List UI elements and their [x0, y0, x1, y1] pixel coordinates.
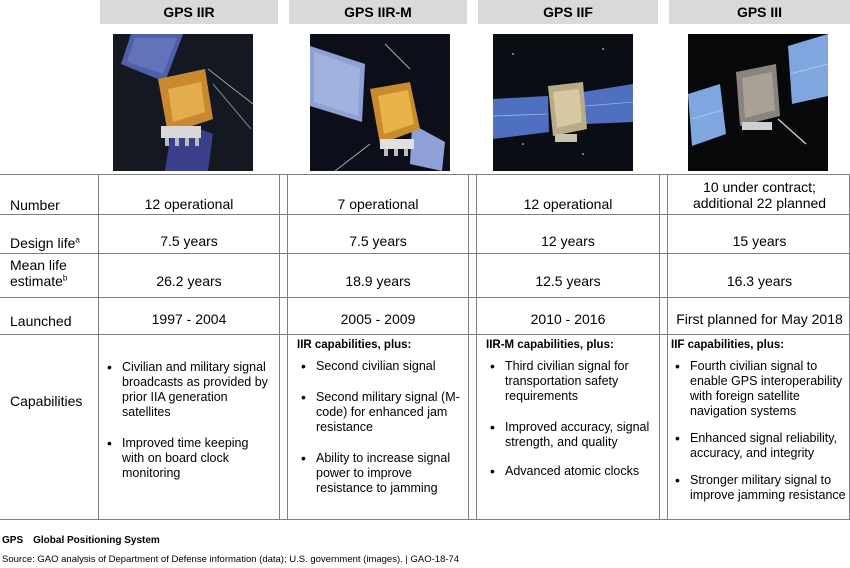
- capability-item: • Ability to increase signal power to improve resistance to jamming: [297, 451, 463, 496]
- column-divider: [279, 174, 280, 519]
- column-divider: [667, 174, 668, 519]
- abbreviation: GPS: [2, 535, 24, 546]
- number-gps-iii-line1: 10 under contract;: [703, 179, 816, 195]
- capability-item: • Civilian and military signal broadcasts as provided by prior IIA generation satellites: [103, 360, 271, 420]
- design-life-label-text: Design life: [10, 235, 76, 251]
- row-label-number: Number: [10, 197, 60, 213]
- column-divider: [476, 174, 477, 519]
- column-divider: [287, 174, 288, 519]
- capabilities-gps-iii: [671, 338, 846, 515]
- number-gps-iif: 12 operational: [523, 196, 613, 212]
- table-bottom-border: [0, 519, 850, 520]
- number-gps-iii-line2: additional 22 planned: [692, 195, 827, 211]
- row-divider: [0, 297, 850, 298]
- row-label-capabilities: Capabilities: [10, 393, 83, 409]
- row-divider: [0, 214, 850, 215]
- mean-life-gps-iii: 16.3 years: [726, 273, 793, 289]
- capabilities-heading: IIF capabilities, plus:: [671, 339, 785, 351]
- capability-item: • Second military signal (M-code) for enhanced jam resistance: [297, 390, 463, 435]
- capabilities-gps-iif: [486, 338, 650, 495]
- capabilities-gps-iir: [103, 360, 271, 497]
- launched-gps-iir: 1997 - 2004: [151, 311, 227, 327]
- capability-item: • Third civilian signal for transportation safety requirements: [486, 359, 650, 404]
- gps-iir-satellite-image: [113, 34, 253, 171]
- capabilities-heading: IIR-M capabilities, plus:: [486, 339, 614, 351]
- column-divider: [659, 174, 660, 519]
- design-life-gps-iif: 12 years: [541, 233, 595, 249]
- source-note: Source: GAO analysis of Department of Defense information (data); U.S. government (images). | GAO-18-74: [2, 554, 460, 565]
- gps-iif-satellite-image: [493, 34, 633, 171]
- number-gps-iir-m: 7 operational: [337, 196, 419, 212]
- capability-item: • Enhanced signal reliability, accuracy, and integrity: [671, 431, 846, 461]
- launched-gps-iii: First planned for May 2018: [676, 311, 843, 327]
- row-label-launched: Launched: [10, 313, 72, 329]
- mean-life-gps-iif: 12.5 years: [535, 273, 601, 289]
- capability-item: • Second civilian signal: [297, 359, 463, 374]
- row-label-design-life: [10, 235, 80, 251]
- abbreviation-note: [2, 535, 160, 546]
- column-divider: [468, 174, 469, 519]
- table-top-border: [0, 174, 850, 175]
- row-divider: [0, 253, 850, 254]
- number-gps-iir: 12 operational: [144, 196, 234, 212]
- row-label-mean-life: [10, 257, 67, 289]
- capability-item: • Stronger military signal to improve jamming resistance: [671, 473, 846, 503]
- column-header-gps-iif: GPS IIF: [478, 0, 658, 24]
- design-life-gps-iii: 15 years: [732, 233, 787, 249]
- column-header-gps-iir-m: GPS IIR-M: [289, 0, 467, 24]
- capability-item: • Advanced atomic clocks: [486, 464, 650, 479]
- capability-item: • Improved time keeping with on board clock monitoring: [103, 436, 271, 481]
- mean-life-gps-iir-m: 18.9 years: [345, 273, 411, 289]
- number-gps-iii: [669, 179, 850, 211]
- launched-gps-iir-m: 2005 - 2009: [340, 311, 416, 327]
- column-header-gps-iir: GPS IIR: [100, 0, 278, 24]
- capabilities-gps-iir-m: [297, 338, 463, 512]
- capabilities-heading: IIR capabilities, plus:: [297, 339, 412, 351]
- mean-life-label-line2: estimate: [10, 273, 63, 289]
- design-life-gps-iir-m: 7.5 years: [349, 233, 407, 249]
- column-divider: [98, 174, 99, 519]
- design-life-gps-iir: 7.5 years: [160, 233, 218, 249]
- row-divider: [0, 334, 850, 335]
- gps-iii-satellite-image: [688, 34, 828, 171]
- launched-gps-iif: 2010 - 2016: [530, 311, 606, 327]
- gps-iir-m-satellite-image: [310, 34, 450, 171]
- abbreviation-expansion: Global Positioning System: [33, 535, 160, 546]
- capability-item: • Fourth civilian signal to enable GPS interoperability with foreign satellite navigation systems: [671, 359, 846, 419]
- column-header-gps-iii: GPS III: [669, 0, 850, 24]
- footnote-marker-a: a: [75, 235, 80, 245]
- mean-life-label-line1: Mean life: [10, 257, 67, 273]
- mean-life-gps-iir: 26.2 years: [156, 273, 222, 289]
- footnote-marker-b: b: [62, 273, 68, 283]
- capability-item: • Improved accuracy, signal strength, and quality: [486, 420, 650, 450]
